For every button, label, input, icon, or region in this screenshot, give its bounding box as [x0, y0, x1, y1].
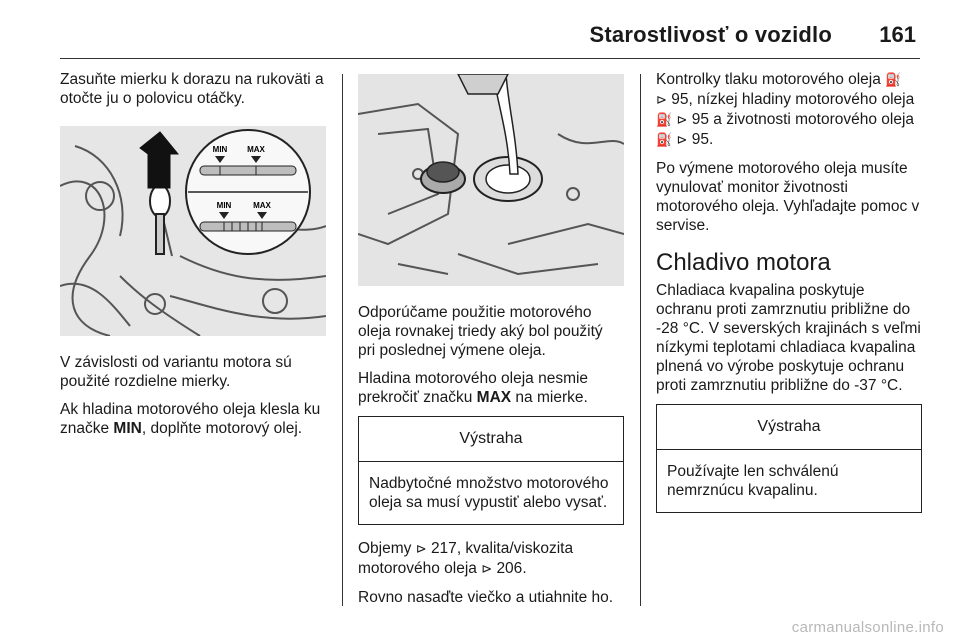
max-mark: MAX	[476, 389, 512, 406]
header-rule	[60, 58, 920, 59]
paragraph-dipstick-variants: V závislosti od variantu motora sú použité rozdielne mierky.	[60, 354, 292, 390]
column-divider-1	[342, 74, 343, 606]
paragraph-coolant-protection: Chladiaca kvapalina poskytuje ochranu proti zamrznutiu približne do -28 °C. V severských krajinách s veľmi nízkymi teplotami chladiaca kvapalina plnená vo výrobe poskytuje ochranu proti zamrznutiu približne do -37 °C.	[656, 282, 921, 394]
oil-filling-illustration	[358, 74, 624, 286]
label-max-top: MAX	[247, 145, 265, 154]
watermark: carmanualsonline.info	[791, 619, 944, 636]
label-min-top: MIN	[212, 145, 228, 154]
oil-pressure-icon: ⛽	[885, 73, 902, 88]
dipstick-illustration	[60, 126, 326, 336]
page-header	[60, 0, 920, 60]
page-ref-link[interactable]: 206	[496, 560, 523, 577]
paragraph-insert-dipstick: Zasuňte mierku k dorazu na rukoväti a otočte ju o polovicu otáčky.	[60, 71, 324, 107]
warning-body: Používajte len schválenú nemrznúcu kvapalinu.	[667, 463, 839, 499]
page-ref-icon: ⊳	[481, 562, 493, 577]
page-ref-icon: ⊳	[415, 542, 427, 557]
paragraph-reset-monitor: Po výmene motorového oleja musíte vynulovať monitor životnosti motorového oleja. Vyhľadajte pomoc v servise.	[656, 160, 920, 234]
paragraph-capacities: Objemy ⊳ 217, kvalita/viskozita motorového oleja ⊳ 206.	[358, 540, 574, 577]
paragraph-warning-lights: Kontrolky tlaku motorového oleja ⛽ ⊳ 95, nízkej hladiny motorového oleja ⛽ ⊳ 95 a životnosti motorového oleja ⛽ ⊳ 95.	[656, 71, 915, 148]
oil-life-icon: ⛽	[656, 133, 673, 148]
oil-level-icon: ⛽	[656, 113, 673, 128]
paragraph-replace-cap: Rovno nasaďte viečko a utiahnite ho.	[358, 589, 614, 606]
column-3	[656, 70, 922, 527]
paragraph-min-level: Ak hladina motorového oleja klesla ku značke MIN, doplňte motorový olej.	[60, 401, 321, 437]
page-ref-link[interactable]: 217	[430, 540, 457, 557]
column-1	[60, 70, 326, 447]
header-title: Starostlivosť o vozidlo	[589, 22, 832, 47]
warning-box-excess-oil	[358, 416, 624, 525]
page-ref-link[interactable]: 95	[671, 91, 689, 108]
page-ref-icon: ⊳	[676, 113, 688, 128]
page-ref-icon: ⊳	[656, 93, 667, 108]
page-ref-link[interactable]: 95	[691, 111, 709, 128]
label-min-bottom: MIN	[216, 201, 232, 210]
paragraph-max-level: Hladina motorového oleja nesmie prekročiť značku MAX na mierke.	[358, 370, 589, 406]
warning-title: Výstraha	[657, 405, 921, 450]
column-2	[358, 70, 624, 616]
paragraph-recommend-oil: Odporúčame použitie motorového oleja rovnakej triedy aký bol použitý pri poslednej výmene oleja.	[358, 304, 603, 359]
warning-body: Nadbytočné množstvo motorového oleja sa musí vypustiť alebo vysať.	[369, 475, 609, 511]
section-heading-coolant: Chladivo motora	[656, 249, 831, 276]
warning-title: Výstraha	[359, 417, 623, 462]
page-ref-icon: ⊳	[676, 133, 688, 148]
page-number: 161	[879, 22, 916, 47]
page-ref-link[interactable]: 95	[691, 131, 709, 148]
column-divider-2	[640, 74, 641, 606]
label-max-bottom: MAX	[253, 201, 271, 210]
warning-box-antifreeze	[656, 404, 922, 513]
min-mark: MIN	[113, 420, 142, 437]
